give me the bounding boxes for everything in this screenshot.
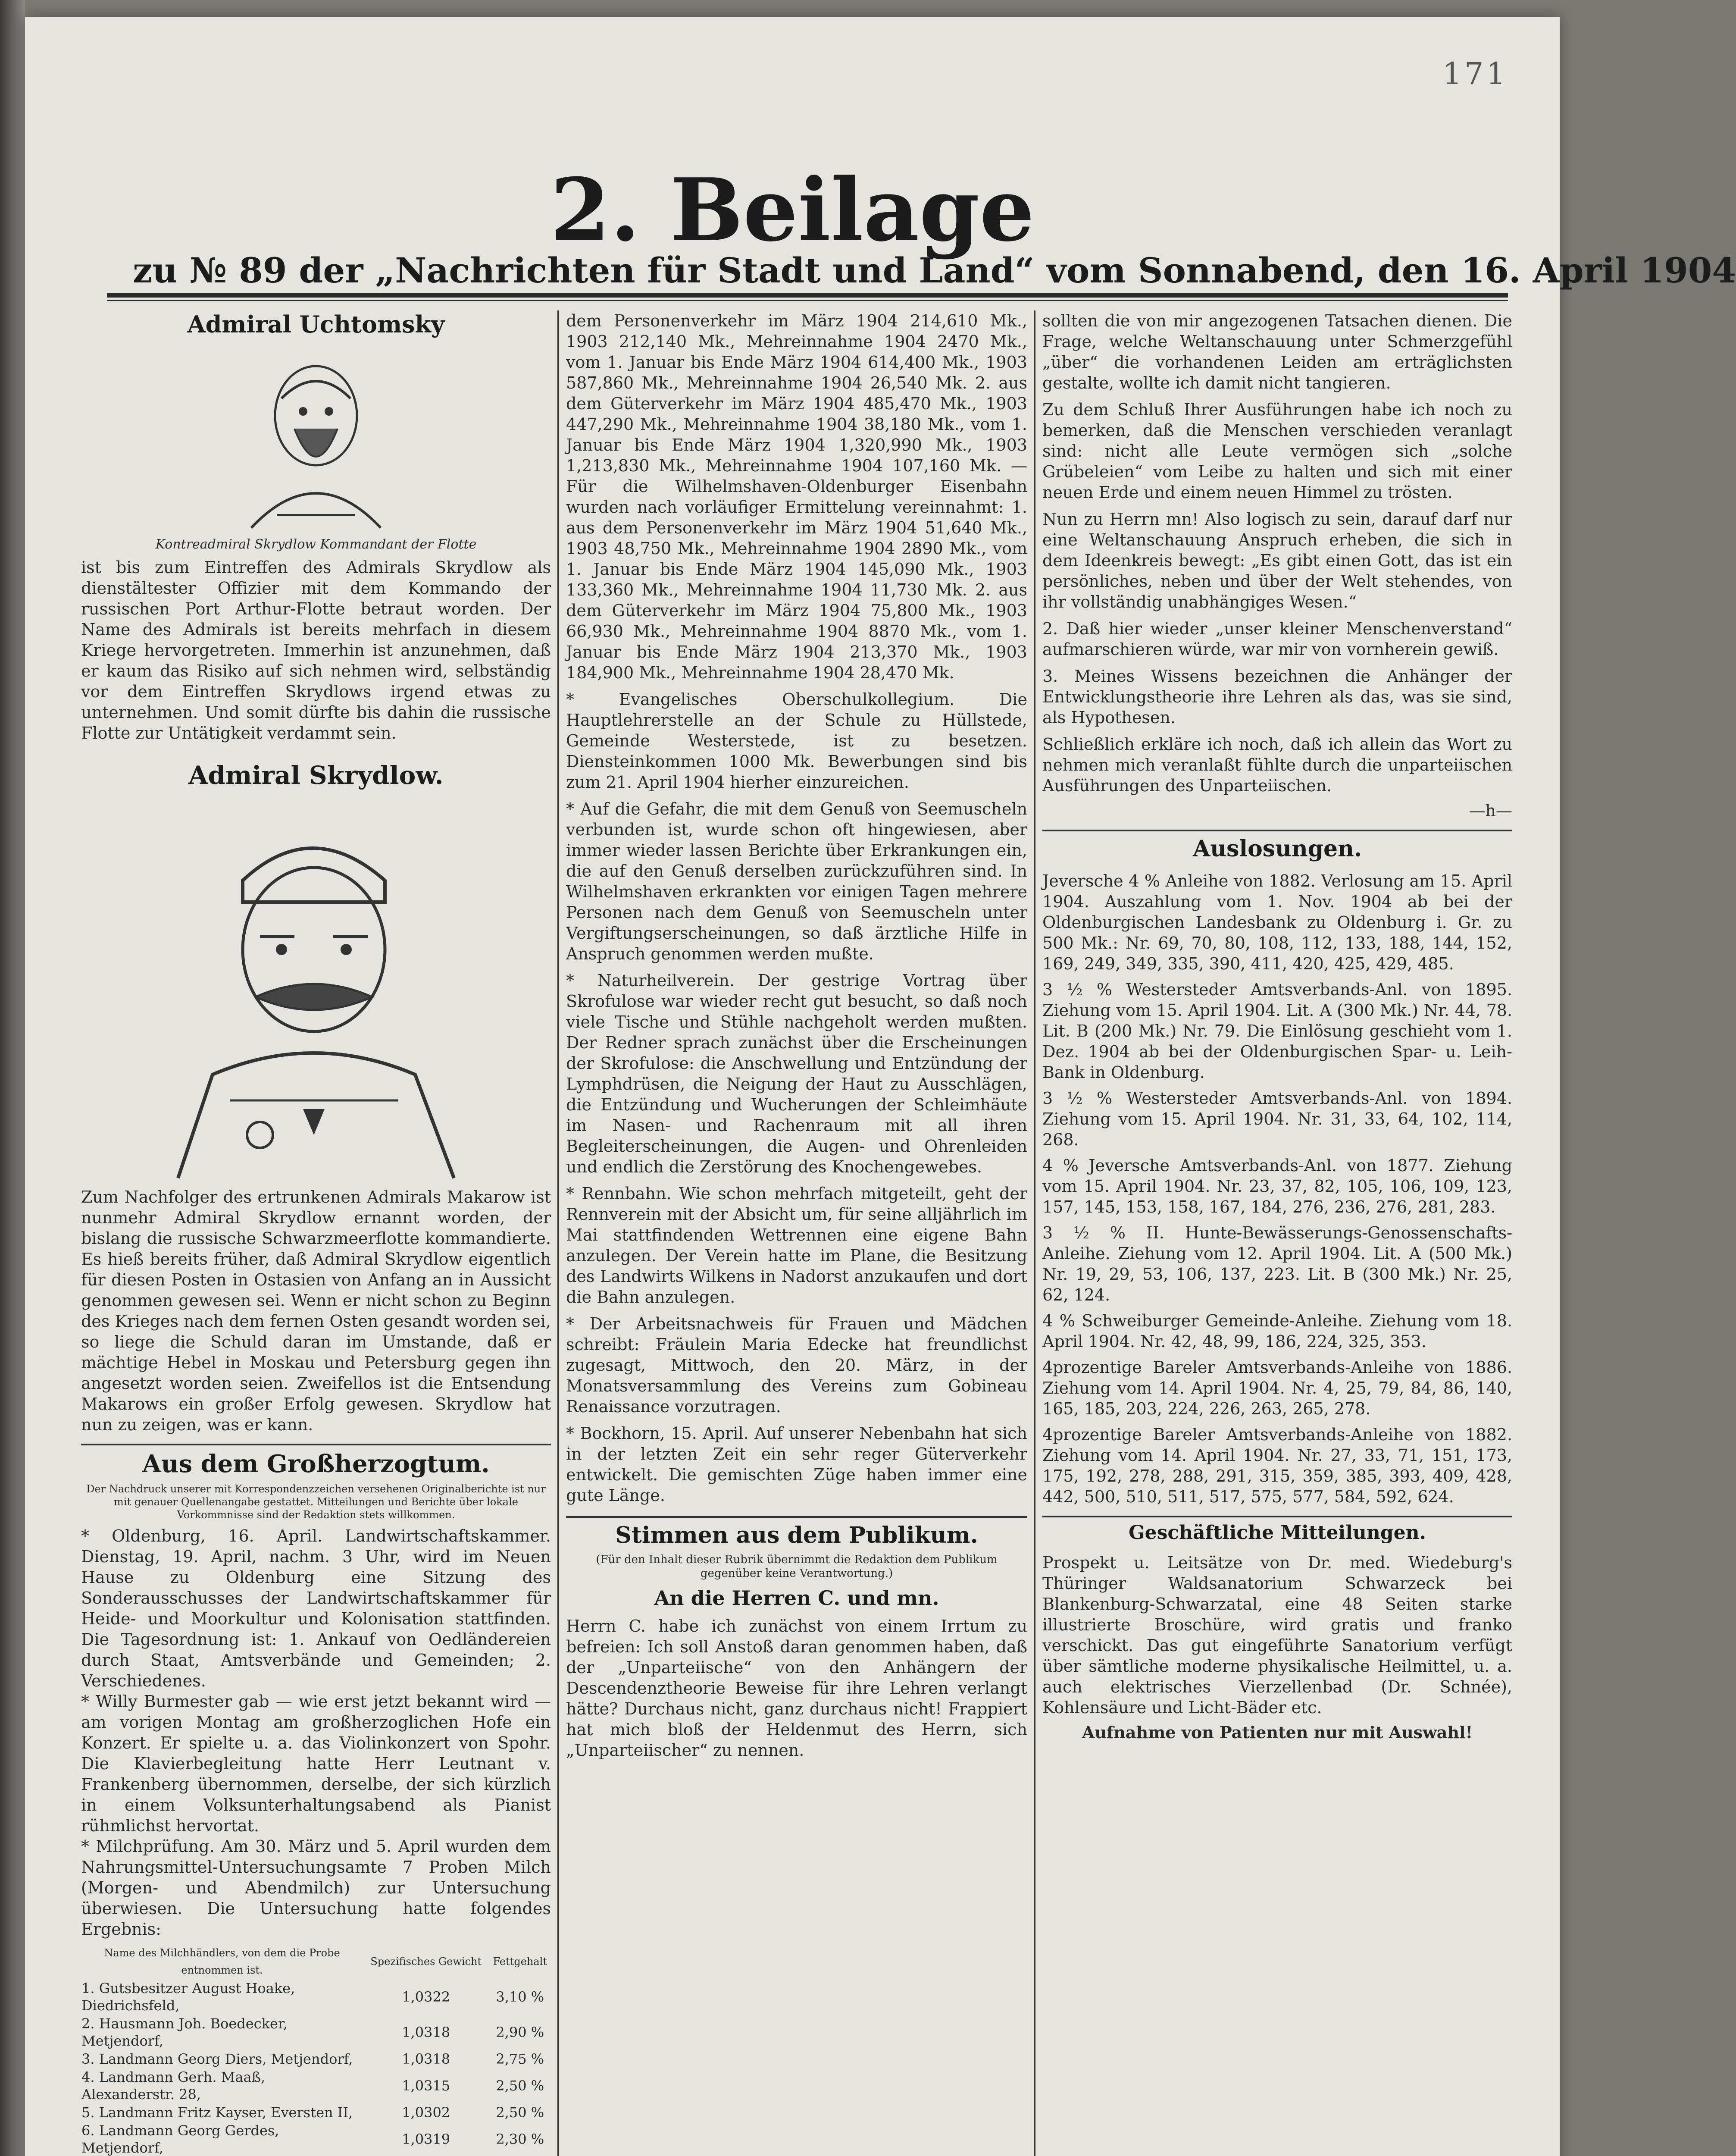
table-row: [81, 2068, 551, 2103]
page-title: 2. Beilage: [550, 160, 1035, 261]
heading-stimmen-aus-dem-publikum: Stimmen aus dem Publikum.: [615, 1522, 978, 1548]
paragraph: 2. Daß hier wieder „unser kleiner Menschenverstand“ aufmarschieren würde, war mir von vornherein gewiß.: [1042, 619, 1512, 659]
signature: —h—: [1469, 801, 1512, 820]
table-cell: 1. Gutsbesitzer August Hoake, Diedrichsfeld,: [81, 1980, 295, 2014]
paragraph: * Oldenburg, 16. April. Landwirtschaftskammer. Dienstag, 19. April, nachm. 3 Uhr, wird im Neuen Hause zu Oldenburg eine Sitzung des Sonderausschusses der Landwirtschaftskammer für Heide- und Moorkultur und Kolonisation stattfinden. Die Tagesordnung ist: 1. Ankauf von Oedländereien durch Staat, Amtsverbände und Gemeinden; 2. Verschiedenes.: [81, 1526, 551, 1690]
table-cell: 5. Landmann Fritz Kayser, Eversten II,: [81, 2104, 353, 2121]
left-column: [81, 310, 551, 2156]
table-header-cell: Spezifisches Gewicht: [370, 1955, 482, 1968]
paragraph: sollten die von mir angezogenen Tatsachen dienen. Die Frage, welche Weltanschauung unter Schmerzgefühl „über“ die vorhandenen Leiden am erträglichsten gestalte, wollte ich damit nicht tangieren.: [1042, 311, 1512, 392]
table-cell: 2,75 %: [496, 2051, 544, 2067]
paragraph: 3 ½ % II. Hunte-Bewässerungs-Genossenschafts-Anleihe. Ziehung vom 12. April 1904. Lit. A (500 Mk.) Nr. 19, 29, 53, 106, 137, 223. Lit. B (300 Mk.) Nr. 25, 62, 124.: [1042, 1223, 1512, 1304]
paragraph: dem Personenverkehr im März 1904 214,610 Mk., 1903 212,140 Mk., Mehreinnahme 1904 2470 Mk., vom 1. Januar bis Ende März 1904 614,400 Mk., 1903 587,860 Mk., Mehreinnahme 1904 26,540 Mk. 2. aus dem Güterverkehr im März 1904 485,470 Mk., 1903 447,290 Mk., Mehreinnahme 1904 38,180 Mk., vom 1. Januar bis Ende März 1904 1,320,990 Mk., 1903 1,213,830 Mk., Mehreinnahme 1904 107,160 Mk. — Für die Wilhelmshaven-Oldenburger Eisenbahn wurden nach vorläufiger Ermittelung vereinnahmt: 1. aus dem Personenverkehr im März 1904 51,640 Mk., 1903 48,750 Mk., Mehreinnahme 1904 2890 Mk., vom 1. Januar bis Ende März 1904 145,090 Mk., 1903 133,360 Mk., Mehreinnahme 1904 11,730 Mk. 2. aus dem Güterverkehr im März 1904 75,800 Mk., 1903 66,930 Mk., Mehreinnahme 1904 8870 Mk., vom 1. Januar bis Ende März 1904 213,370 Mk., 1903 184,900 Mk., Mehreinnahme 1904 28,470 Mk.: [566, 311, 1027, 682]
paragraph: * Der Arbeitsnachweis für Frauen und Mädchen schreibt: Fräulein Maria Edecke hat freundlichst zugesagt, Mittwoch, den 20. März, in der Monatsversammlung des Vereins zum Gobineau Renaissance vorzutragen.: [566, 1314, 1027, 1416]
paragraph: Jeversche 4 % Anleihe von 1882. Verlosung am 15. April 1904. Auszahlung vom 1. Nov. 1904 ab bei der Oldenburgischen Landesbank zu Oldenburg i. Gr. zu 500 Mk.: Nr. 69, 70, 80, 108, 112, 133, 188, 144, 152, 169, 249, 349, 335, 390, 411, 420, 425, 429, 485.: [1042, 871, 1512, 973]
paragraph: Prospekt u. Leitsätze von Dr. med. Wiedeburg's Thüringer Waldsanatorium Schwarzeck bei Blankenburg-Schwarzatal, eine 48 Seiten starke illustrierte Broschüre, wird gratis und franko verschickt. Das gut eingeführte Sanatorium verfügt über sämtliche moderne physikalische Heilmittel, u. a. auch elektrisches Vierzellenbad (Dr. Schnée), Kohlensäure und Licht-Bäder etc.: [1042, 1553, 1512, 1717]
newspaper-page: [25, 17, 1736, 2156]
table-cell: 2. Hausmann Joh. Boedecker, Metjendorf,: [81, 2015, 288, 2049]
table-header-cell: Name des Milchhändlers, von dem die Probe entnommen ist.: [104, 1947, 340, 1976]
table-cell: 2,90 %: [496, 2024, 544, 2040]
heading-auslosungen: Auslosungen.: [1192, 836, 1362, 862]
middle-column: [566, 310, 1027, 2156]
table-cell: 3,10 %: [496, 1989, 544, 2005]
paragraph: ist bis zum Eintreffen des Admirals Skrydlow als dienstältester Offizier mit dem Kommando der russischen Port Arthur-Flotte betraut worden. Der Name des Admirals ist bereits mehrfach in diesem Kriege hervorgetreten. Immerhin ist anzunehmen, daß er kaum das Risiko auf sich nehmen wird, selbständig vor dem Eintreffen Skrydlows irgend etwas zu unternehmen. Und somit dürfte bis dahin die russische Flotte zur Untätigkeit verdammt sein.: [81, 558, 551, 743]
table-cell: 6. Landmann Georg Gerdes, Metjendorf,: [81, 2122, 279, 2156]
paragraph: 4prozentige Bareler Amtsverbands-Anleihe von 1882. Ziehung vom 14. April 1904. Nr. 27, 33, 71, 151, 173, 175, 192, 278, 288, 291, 315, 359, 385, 393, 409, 428, 442, 500, 510, 511, 517, 575, 577, 584, 592, 624.: [1042, 1425, 1512, 1506]
table-header-row: [81, 1944, 551, 1979]
table-cell: 1,0315: [402, 2078, 450, 2094]
section-rule: [1042, 1516, 1512, 1517]
column-divider-left: [557, 310, 559, 2156]
heading-admiral-uchtomsky: Admiral Uchtomsky: [187, 310, 445, 338]
paragraph: 3 ½ % Westersteder Amtsverbands-Anl. von 1894. Ziehung vom 15. April 1904. Nr. 31, 33, 64, 102, 114, 268.: [1042, 1089, 1512, 1149]
portrait-skrydlow: [152, 799, 480, 1187]
table-cell: 1,0318: [402, 2024, 450, 2040]
right-column: [1042, 310, 1512, 2156]
paragraph: * Auf die Gefahr, die mit dem Genuß von Seemuscheln verbunden ist, wurde schon oft hingewiesen, aber immer wieder lassen Berichte über Erkrankungen ein, die auf den Genuß derselben zurückzuführen sind. In Wilhelmshaven erkrankten vor einigen Tagen mehrere Personen nach dem Genuß von Seemuscheln unter Vergiftungserscheinungen, so daß ärztliche Hilfe in Anspruch genommen werden mußte.: [566, 799, 1027, 963]
paragraph-emphasis: Aufnahme von Patienten nur mit Auswahl!: [1082, 1723, 1473, 1742]
table-row: [81, 2103, 551, 2122]
paragraph: Zum Nachfolger des ertrunkenen Admirals Makarow ist nunmehr Admiral Skrydlow ernannt worden, der bislang die russische Schwarzmeerflotte kommandierte. Es hieß bereits früher, daß Admiral Skrydlow eigentlich für diesen Posten in Ostasien von Anfang an in Aussicht genommen gewesen sei. Wenn er nicht schon zu Beginn des Krieges nach dem fernen Osten gesandt worden sei, so liege die Schuld daran im Umstande, daß er mächtige Hebel in Moskau und Petersburg gegen ihn angesetzt worden seien. Zweifellos ist die Entsendung Makarows ein großer Erfolg gewesen. Skrydlow hat nun zu zeigen, was er kann.: [81, 1188, 551, 1434]
table-cell: 1,0322: [402, 1989, 450, 2005]
heading-admiral-skrydlow: Admiral Skrydlow.: [188, 761, 444, 790]
table-cell: 1,0318: [402, 2051, 450, 2067]
section-rule: [566, 1516, 1027, 1518]
section-rule: [1042, 830, 1512, 831]
table-cell: 1,0319: [402, 2131, 450, 2147]
table-row: [81, 2050, 551, 2068]
table-cell: 2,30 %: [496, 2131, 544, 2147]
column-divider-right: [1034, 310, 1035, 2156]
heading-geschaeftliche-mitteilungen: Geschäftliche Mitteilungen.: [1129, 1522, 1426, 1544]
section-note: (Für den Inhalt dieser Rubrik übernimmt die Redaktion dem Publikum gegenüber keine Verantwortung.): [596, 1553, 998, 1580]
paragraph: 3 ½ % Westersteder Amtsverbands-Anl. von 1895. Ziehung vom 15. April 1904. Lit. A (300 Mk.) Nr. 44, 78. Lit. B (200 Mk.) Nr. 79. Die Einlösung geschieht vom 1. Dez. 1904 ab bei der Oldenburgischen Spar- u. Leih-Bank in Oldenburg.: [1042, 980, 1512, 1082]
table-row: [81, 2122, 551, 2156]
paragraph: * Willy Burmester gab — wie erst jetzt bekannt wird — am vorigen Montag am großherzoglichen Hofe ein Konzert. Er spielte u. a. das Violinkonzert von Spohr. Die Klavierbegleitung hatte Herr Leutnant v. Frankenberg übernommen, derselbe, der sich kürzlich in einem Volksunterhaltungsabend als Pianist rühmlichst hervortat.: [81, 1692, 551, 1835]
section-rule: [81, 1444, 551, 1445]
heading-grossherzogtum: Aus dem Großherzogtum.: [142, 1450, 490, 1478]
paragraph: * Rennbahn. Wie schon mehrfach mitgeteilt, geht der Rennverein mit der Absicht um, für seine alljährlich im Mai stattfindenden Wettrennen eine eigene Bahn anzulegen. Der Verein hatte im Plane, die Besitzung des Landwirts Wilkens in Nadorst anzukaufen und dort die Bahn anzulegen.: [566, 1184, 1027, 1307]
paragraph: Zu dem Schluß Ihrer Ausführungen habe ich noch zu bemerken, daß die Menschen verschieden veranlagt sind: nicht alle Leute vermögen sich „solche Grübeleien“ vom Leibe zu halten und sich mit einer neuen Erde und einem neuen Himmel zu trösten.: [1042, 400, 1512, 502]
paragraph: Herrn C. habe ich zunächst von einem Irrtum zu befreien: Ich soll Anstoß daran genommen haben, daß der „Unparteiische“ von den Anhängern der Descendenztheorie Beweise für ihre Lehren verlangt hätte? Durchaus nicht, ganz durchaus nicht! Frappiert hat mich bloß der Heldenmut des Herrn, sich „Unparteiischer“ zu nennen.: [566, 1617, 1027, 1760]
table-cell: 4. Landmann Gerh. Maaß, Alexanderstr. 28,: [81, 2069, 266, 2103]
paragraph: 4prozentige Bareler Amtsverbands-Anleihe von 1886. Ziehung vom 14. April 1904. Nr. 4, 25, 79, 84, 86, 140, 165, 185, 203, 224, 226, 263, 265, 278.: [1042, 1358, 1512, 1418]
heading-an-die-herren: An die Herren C. und mn.: [654, 1586, 939, 1610]
portrait-caption: Kontreadmiral Skrydlow Kommandant der Flotte: [155, 537, 477, 552]
table-header-cell: Fettgehalt: [493, 1955, 547, 1968]
table-row: [81, 1979, 551, 2015]
paragraph: * Bockhorn, 15. April. Auf unserer Nebenbahn hat sich in der letzten Zeit ein sehr reger Güterverkehr entwickelt. Die gemischten Züge haben immer eine gute Länge.: [566, 1424, 1027, 1505]
paragraph: Schließlich erkläre ich noch, daß ich allein das Wort zu nehmen mich veranlaßt fühlte durch die unparteiischen Ausführungen des Unparteiischen.: [1042, 735, 1512, 795]
table-cell: 2,50 %: [496, 2078, 544, 2094]
table-cell: 2,50 %: [496, 2104, 544, 2121]
paragraph: 3. Meines Wissens bezeichnen die Anhänger der Entwicklungstheorie ihre Lehren als das, was sie sind, als Hypothesen.: [1042, 667, 1512, 727]
milk-test-table: [81, 1944, 551, 2156]
paragraph: 4 % Jeversche Amtsverbands-Anl. von 1877. Ziehung vom 15. April 1904. Nr. 23, 37, 82, 105, 106, 109, 123, 157, 145, 153, 158, 167, 184, 276, 236, 276, 281, 283.: [1042, 1156, 1512, 1216]
section-note: Der Nachdruck unserer mit Korrespondenzzeichen versehenen Originalberichte ist nur mit genauer Quellenangabe gestattet. Mitteilungen und Berichte über lokale Vorkommnisse sind der Redaktion stets willkommen.: [86, 1483, 546, 1521]
paragraph: * Evangelisches Oberschulkollegium. Die Hauptlehrerstelle an der Schule zu Hüllstede, Gemeinde Westerstede, ist zu besetzen. Diensteinkommen 1000 Mk. Bewerbungen sind bis zum 21. April 1904 hierher einzureichen.: [566, 690, 1027, 792]
page-subtitle: zu № 89 der „Nachrichten für Stadt und Land“ vom Sonnabend, den 16. April 1904: [133, 250, 1736, 291]
table-row: [81, 2015, 551, 2050]
book-spine: [0, 0, 25, 2156]
paragraph: Nun zu Herrn mn! Also logisch zu sein, darauf darf nur eine Weltanschauung Anspruch erheben, die sich in dem Ideenkreis bewegt: „Es gibt einen Gott, das ist ein persönliches, neben und über der Welt stehendes, von ihr vollständig unabhängiges Wesen.“: [1042, 510, 1512, 611]
table-cell: 1,0302: [402, 2104, 450, 2121]
paragraph: 4 % Schweiburger Gemeinde-Anleihe. Ziehung vom 18. April 1904. Nr. 42, 48, 99, 186, 224, 325, 353.: [1042, 1311, 1512, 1351]
paragraph: * Milchprüfung. Am 30. März und 5. April wurden dem Nahrungsmittel-Untersuchungsamte 7 Proben Milch (Morgen- und Abendmilch) zur Untersuchung überwiesen. Die Untersuchung hatte folgendes Ergebnis:: [81, 1837, 551, 1939]
header-rule-thick: [107, 293, 1508, 298]
paragraph: * Naturheilverein. Der gestrige Vortrag über Skrofulose war wieder recht gut besucht, so daß noch viele Tische und Stühle nachgeholt werden mußten. Der Redner sprach zunächst über die Erscheinungen der Skrofulose: die Anschwellung und Entzündung der Lymphdrüsen, die Neigung der Haut zu Ausschlägen, die Entzündung und Wucherungen der Schleimhäute im Nasen- und Rachenraum mit all ihren Begleiterscheinungen, die Augen- und Ohrenleiden und endlich die Zerstörung des Knochengewebes.: [566, 971, 1027, 1176]
header-rule-thin: [107, 300, 1508, 301]
portrait-uchtomsky: [225, 347, 407, 536]
page-number: 171: [1442, 56, 1508, 91]
table-cell: 3. Landmann Georg Diers, Metjendorf,: [81, 2051, 353, 2067]
